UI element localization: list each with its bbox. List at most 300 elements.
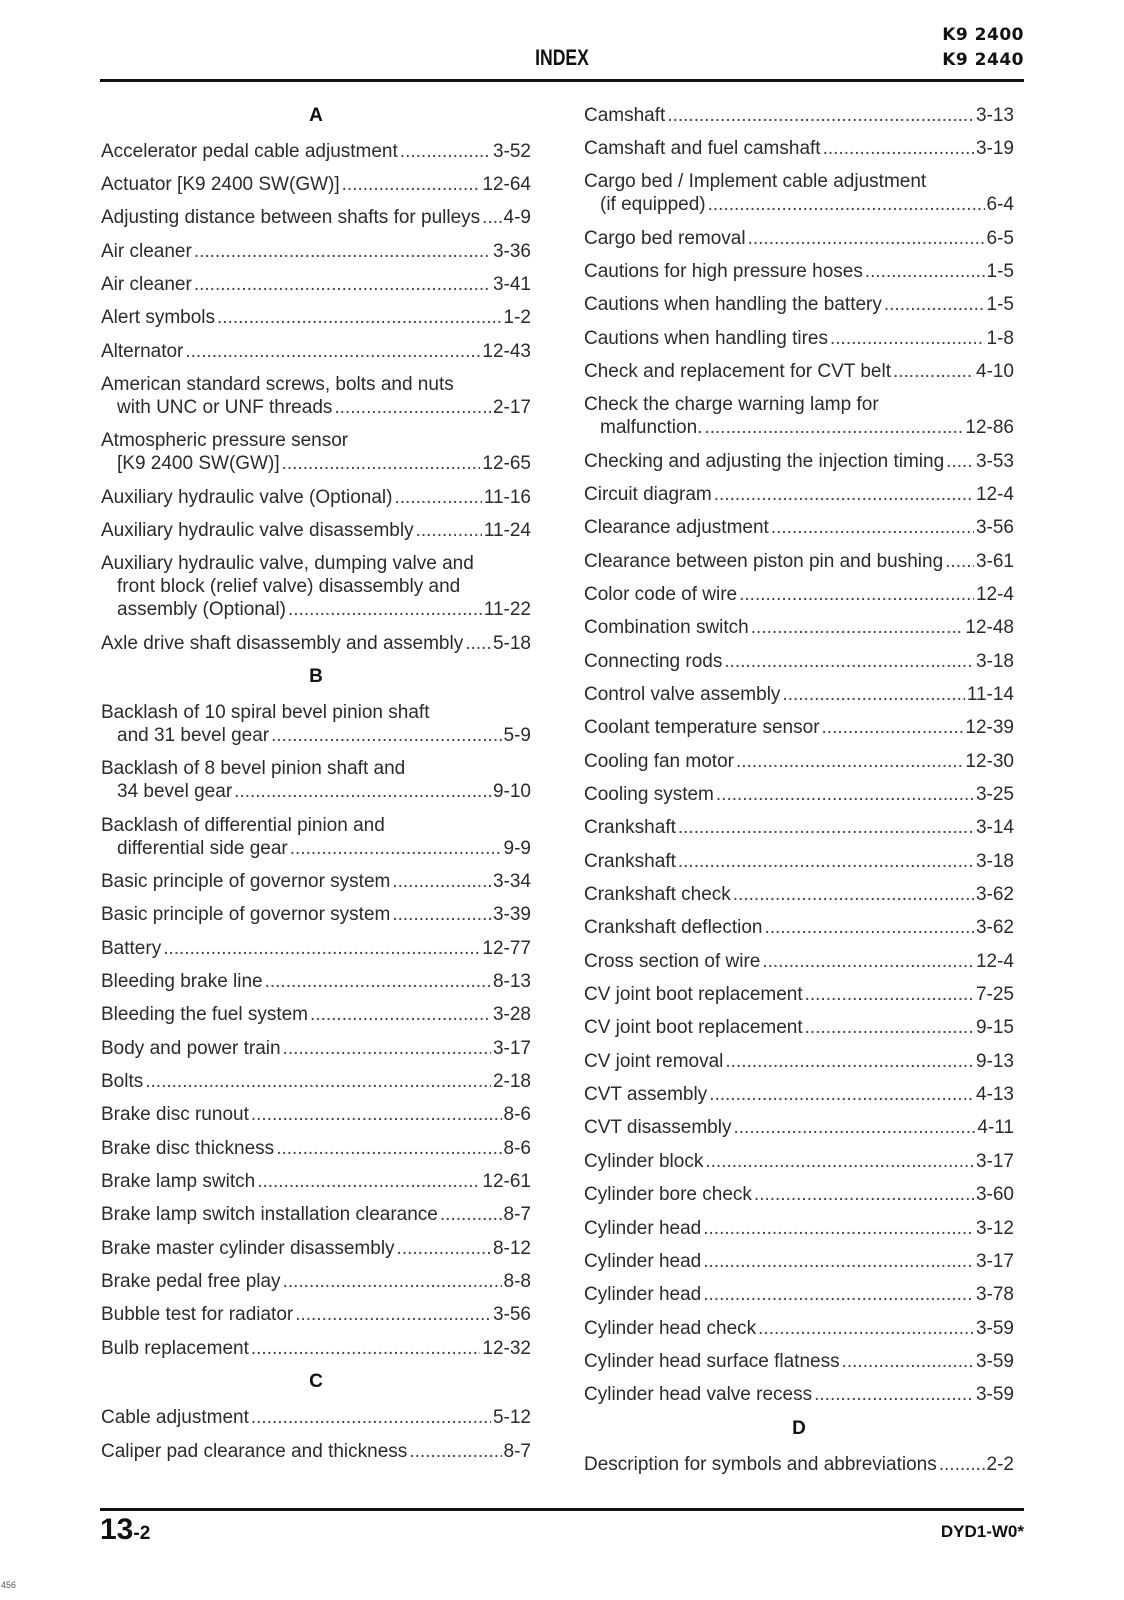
dot-leader	[217, 306, 502, 329]
index-entry-text: [K9 2400 SW(GW)]	[117, 453, 280, 475]
index-entry	[584, 616, 1014, 639]
page-reference: 11-22	[483, 599, 531, 621]
footer-rule	[100, 1508, 1024, 1511]
index-entry-text: Camshaft	[584, 104, 666, 126]
model-name-line-1: K9 2400	[942, 25, 1024, 45]
dot-leader	[276, 1137, 501, 1160]
model-name-line-2: K9 2440	[942, 50, 1024, 70]
index-entry-line	[101, 1440, 531, 1463]
index-entry	[101, 937, 531, 960]
index-column-left	[101, 104, 531, 1473]
index-entry-line	[101, 903, 531, 926]
dot-leader	[739, 583, 974, 606]
index-entry	[584, 916, 1014, 939]
page-reference: 12-43	[482, 340, 531, 362]
index-entry-text: Cable adjustment	[101, 1407, 249, 1429]
dot-leader	[748, 227, 985, 250]
index-entry-line	[101, 140, 531, 163]
index-entry-line	[101, 870, 531, 893]
index-entry-line	[584, 1183, 1014, 1206]
page-reference: 2-17	[492, 396, 531, 418]
index-entry-line	[101, 486, 531, 509]
index-entry	[584, 1116, 1014, 1139]
page-reference: 3-62	[975, 917, 1014, 939]
index-entry	[584, 227, 1014, 250]
index-entry-text: CV joint removal	[584, 1050, 724, 1072]
index-entry-line	[584, 1050, 1014, 1073]
index-entry-line	[584, 883, 1014, 906]
index-entry-text: Brake pedal free play	[101, 1271, 281, 1293]
index-entry-line	[101, 1103, 531, 1126]
index-entry	[584, 260, 1014, 283]
index-entry-text: Caliper pad clearance and thickness	[101, 1440, 408, 1462]
dot-leader	[185, 340, 480, 363]
index-entry-line	[101, 206, 531, 229]
index-entry-line	[584, 393, 1014, 416]
index-entry-text: Brake lamp switch installation clearance	[101, 1204, 438, 1226]
index-entry-text: Camshaft and fuel camshaft	[584, 137, 821, 159]
index-entry	[101, 1070, 531, 1093]
index-entry-line	[101, 1337, 531, 1360]
dot-leader	[945, 550, 974, 573]
dot-leader	[893, 360, 974, 383]
index-entry-text: with UNC or UNF threads	[117, 396, 333, 418]
index-entry-text: Connecting rods	[584, 650, 723, 672]
dot-leader	[265, 970, 491, 993]
page-reference: 9-10	[492, 781, 531, 803]
index-entry	[101, 1270, 531, 1293]
index-letter-heading: B	[309, 665, 323, 687]
index-entry-line	[101, 552, 531, 575]
page-reference: 6-5	[986, 227, 1014, 249]
index-letter-heading: C	[309, 1371, 323, 1393]
header-rule	[100, 79, 1024, 82]
index-entry-line	[584, 783, 1014, 806]
dot-leader	[283, 1270, 502, 1293]
page-reference: 3-25	[975, 784, 1014, 806]
index-entry	[584, 360, 1014, 383]
index-entry-text: Cautions when handling tires	[584, 327, 828, 349]
page-reference: 9-9	[503, 837, 531, 859]
dot-leader	[705, 1150, 974, 1173]
page-reference: 3-39	[492, 904, 531, 926]
dot-leader	[392, 870, 491, 893]
page-title: INDEX	[535, 45, 589, 70]
dot-leader	[440, 1203, 502, 1226]
index-entry	[101, 1103, 531, 1126]
dot-leader	[762, 950, 974, 973]
index-entry	[101, 206, 531, 229]
index-entry	[584, 716, 1014, 739]
page-reference: 7-25	[975, 984, 1014, 1006]
index-entry-text: Crankshaft deflection	[584, 917, 763, 939]
page-reference: 3-62	[975, 884, 1014, 906]
index-entry-line	[101, 1170, 531, 1193]
index-entry-continuation-line	[101, 780, 531, 803]
dot-leader	[416, 519, 482, 542]
index-entry-line	[101, 429, 531, 452]
index-entry	[584, 1350, 1014, 1373]
dot-leader	[194, 240, 491, 263]
index-entry-line	[584, 650, 1014, 673]
page-reference: 11-24	[483, 519, 531, 541]
index-entry-text: Auxiliary hydraulic valve (Optional)	[101, 486, 393, 508]
page-reference: 3-17	[492, 1037, 531, 1059]
index-entry-line	[584, 950, 1014, 973]
index-entry	[584, 983, 1014, 1006]
index-entry	[584, 950, 1014, 973]
page-number-chapter: 13	[100, 1513, 134, 1546]
page-reference: 12-77	[482, 937, 531, 959]
index-entry-continuation-line	[101, 452, 531, 475]
page-reference: 8-12	[492, 1237, 531, 1259]
index-entry-line	[101, 1270, 531, 1293]
index-entry	[584, 683, 1014, 706]
index-entry-line	[101, 1203, 531, 1226]
dot-leader	[194, 273, 491, 296]
page-reference: 3-56	[492, 1304, 531, 1326]
index-entry-text: Backlash of 8 bevel pinion shaft and	[101, 758, 406, 780]
page-reference: 3-17	[975, 1150, 1014, 1172]
dot-leader	[465, 632, 491, 655]
dot-leader	[400, 140, 491, 163]
index-entry-line	[584, 170, 1014, 193]
index-entry-text: Alternator	[101, 340, 184, 362]
page-reference: 12-4	[975, 583, 1014, 605]
dot-leader	[736, 750, 963, 773]
index-entry	[101, 373, 531, 419]
index-entry	[584, 850, 1014, 873]
index-entry	[584, 293, 1014, 316]
page-reference: 12-30	[965, 750, 1014, 772]
index-entry	[101, 1037, 531, 1060]
index-entry	[101, 1137, 531, 1160]
index-entry	[584, 1317, 1014, 1340]
page-reference: 11-16	[483, 486, 531, 508]
index-entry-text: (if equipped)	[600, 194, 706, 216]
index-entry-text: Cooling fan motor	[584, 750, 734, 772]
index-entry	[584, 1217, 1014, 1240]
page-reference: 3-18	[975, 850, 1014, 872]
page-reference: 3-34	[492, 871, 531, 892]
index-entry	[101, 240, 531, 263]
index-entry	[101, 1170, 531, 1193]
index-entry-continuation-line	[584, 193, 1014, 216]
index-entry-line	[584, 1350, 1014, 1373]
index-entry-text: Crankshaft	[584, 817, 676, 839]
dot-leader	[678, 850, 974, 873]
dot-leader	[842, 1350, 974, 1373]
index-entry-line	[584, 716, 1014, 739]
index-entry-text: Backlash of 10 spiral bevel pinion shaft	[101, 701, 430, 723]
dot-leader	[145, 1070, 491, 1093]
index-entry	[584, 1183, 1014, 1206]
dot-leader	[288, 598, 482, 621]
index-entry	[101, 306, 531, 329]
dot-leader	[725, 1050, 974, 1073]
dot-leader	[754, 1183, 974, 1206]
index-entry-line	[584, 137, 1014, 160]
index-entry	[584, 137, 1014, 160]
dot-leader	[865, 260, 985, 283]
index-entry-line	[101, 1070, 531, 1093]
index-entry	[584, 750, 1014, 773]
dot-leader	[409, 1440, 501, 1463]
page-reference: 12-32	[482, 1337, 531, 1359]
index-entry	[584, 516, 1014, 539]
index-entry-text: Backlash of differential pinion and	[101, 814, 385, 836]
index-entry-text: Body and power train	[101, 1037, 281, 1059]
dot-leader	[290, 837, 502, 860]
index-entry-line	[101, 519, 531, 542]
index-entry-text: Auxiliary hydraulic valve disassembly	[101, 519, 414, 541]
index-entry-line	[101, 701, 531, 724]
index-entry-text: Bubble test for radiator	[101, 1304, 294, 1326]
index-entry-line	[584, 360, 1014, 383]
dot-leader	[482, 206, 501, 229]
index-entry-text: Bleeding the fuel system	[101, 1004, 309, 1026]
page-reference: 3-53	[975, 450, 1014, 472]
index-entry-continuation-line	[101, 724, 531, 747]
index-entry	[584, 450, 1014, 473]
dot-leader	[946, 450, 974, 473]
index-entry-continuation-line	[101, 396, 531, 419]
index-entry-text: Cooling system	[584, 784, 714, 806]
index-entry-text: CVT disassembly	[584, 1117, 732, 1139]
dot-leader	[271, 724, 501, 747]
index-entry-text: CVT assembly	[584, 1084, 708, 1106]
page-reference: 3-52	[492, 140, 531, 162]
index-entry-text: Color code of wire	[584, 583, 738, 605]
index-entry-text: Cautions when handling the battery	[584, 294, 882, 316]
index-entry	[584, 170, 1014, 216]
index-entry-line	[584, 550, 1014, 573]
page-reference: 4-10	[975, 360, 1014, 382]
index-entry	[101, 273, 531, 296]
dot-leader	[733, 883, 974, 906]
index-entry-line	[584, 1083, 1014, 1106]
dot-leader	[823, 137, 974, 160]
dot-leader	[394, 486, 481, 509]
index-entry-text: and 31 bevel gear	[117, 724, 270, 746]
index-entry-line	[584, 1317, 1014, 1340]
page-reference: 11-14	[966, 684, 1014, 705]
dot-leader	[678, 816, 974, 839]
page-reference: 8-6	[503, 1104, 531, 1126]
index-entry-line	[584, 1383, 1014, 1406]
index-entry-text: Cross section of wire	[584, 950, 761, 972]
dot-leader	[733, 1116, 975, 1139]
index-entry-text: Cylinder head	[584, 1250, 702, 1272]
dot-leader	[724, 650, 974, 673]
index-entry	[584, 104, 1014, 127]
page-reference: 5-18	[492, 632, 531, 654]
index-entry-text: Brake disc thickness	[101, 1137, 275, 1159]
page-reference: 3-78	[975, 1284, 1014, 1306]
index-entry-text: Actuator [K9 2400 SW(GW)]	[101, 173, 340, 195]
index-entry	[101, 486, 531, 509]
dot-leader	[709, 1083, 974, 1106]
index-entry	[101, 1237, 531, 1260]
index-entry-line	[584, 1116, 1014, 1139]
index-entry	[101, 1337, 531, 1360]
dot-leader	[282, 452, 481, 475]
dot-leader	[295, 1303, 491, 1326]
index-entry	[584, 1150, 1014, 1173]
index-entry	[584, 1083, 1014, 1106]
page-reference: 12-4	[975, 950, 1014, 972]
corner-number: 456	[1, 1580, 17, 1590]
index-entry-text: CV joint boot replacement	[584, 984, 803, 1006]
page-reference: 5-9	[503, 724, 531, 746]
index-entry-line	[584, 850, 1014, 873]
index-entry-text: Air cleaner	[101, 240, 192, 262]
page-reference: 3-13	[975, 104, 1014, 126]
index-entry-text: Alert symbols	[101, 307, 216, 329]
index-entry-line	[101, 1037, 531, 1060]
index-entry-line	[584, 750, 1014, 773]
index-entry-text: Control valve assembly	[584, 684, 781, 705]
index-entry	[101, 1203, 531, 1226]
index-entry	[101, 173, 531, 196]
index-entry-text: Circuit diagram	[584, 483, 712, 505]
index-entry	[584, 583, 1014, 606]
dot-leader	[751, 616, 964, 639]
page-reference: 8-6	[503, 1137, 531, 1159]
index-entry-line	[101, 340, 531, 363]
index-entry-text: Basic principle of governor system	[101, 904, 391, 926]
page-reference: 3-59	[975, 1317, 1014, 1339]
index-entry-text: Cautions for high pressure hoses	[584, 260, 863, 282]
index-entry-text: Air cleaner	[101, 273, 192, 295]
index-entry-text: differential side gear	[117, 837, 288, 859]
page-reference: 8-7	[503, 1204, 531, 1226]
index-entry-line	[584, 916, 1014, 939]
index-entry-text: Clearance between piston pin and bushing	[584, 550, 944, 572]
page-reference: 3-28	[492, 1004, 531, 1026]
dot-leader	[708, 193, 985, 216]
index-entry-line	[584, 516, 1014, 539]
index-entry	[101, 1406, 531, 1429]
dot-leader	[765, 916, 974, 939]
dot-leader	[234, 780, 491, 803]
page-reference: 8-13	[492, 971, 531, 993]
index-entry	[101, 701, 531, 747]
dot-leader	[714, 483, 974, 506]
page-reference: 8-7	[503, 1440, 531, 1462]
dot-leader	[251, 1406, 491, 1429]
page-reference: 3-41	[492, 273, 531, 295]
index-entry-text: Description for symbols and abbreviations	[584, 1453, 937, 1475]
index-entry-text: Brake master cylinder disassembly	[101, 1237, 395, 1259]
index-entry-text: Cylinder block	[584, 1150, 704, 1172]
page-reference: 2-2	[986, 1453, 1014, 1475]
index-entry-text: Cylinder head valve recess	[584, 1384, 813, 1406]
index-entry-text: front block (relief valve) disassembly and	[117, 576, 461, 598]
index-entry-line	[101, 173, 531, 196]
index-entry	[101, 552, 531, 621]
page-reference: 1-5	[986, 294, 1014, 316]
index-entry-continuation-line	[584, 416, 1014, 439]
index-entry-line	[101, 1406, 531, 1429]
index-entry-line	[584, 816, 1014, 839]
index-entry-line	[584, 983, 1014, 1006]
index-entry-text: Check the charge warning lamp for	[584, 394, 879, 416]
index-entry-continuation-line	[101, 837, 531, 860]
index-entry	[584, 327, 1014, 350]
index-entry-text: American standard screws, bolts and nuts	[101, 373, 454, 395]
index-entry	[584, 883, 1014, 906]
index-entry-text: Brake lamp switch	[101, 1171, 256, 1193]
dot-leader	[822, 716, 964, 739]
index-entry-text: Adjusting distance between shafts for pulleys	[101, 207, 481, 229]
page-reference: 9-15	[975, 1017, 1014, 1039]
dot-leader	[342, 173, 481, 196]
index-entry-continuation-line	[101, 575, 531, 598]
index-entry	[101, 429, 531, 475]
index-entry-text: Check and replacement for CVT belt	[584, 360, 891, 382]
page-reference: 1-2	[503, 307, 531, 329]
index-entry-text: Basic principle of governor system	[101, 871, 391, 892]
index-entry-text: Cylinder head	[584, 1217, 702, 1239]
page-reference: 3-19	[975, 137, 1014, 159]
index-entry	[101, 140, 531, 163]
page-reference: 3-61	[975, 550, 1014, 572]
page-reference: 12-64	[482, 173, 531, 195]
index-entry	[101, 903, 531, 926]
dot-leader	[805, 1016, 974, 1039]
index-entry-text: Cylinder head	[584, 1284, 702, 1306]
index-entry	[101, 757, 531, 803]
dot-leader	[251, 1103, 502, 1126]
page-reference: 12-4	[975, 483, 1014, 505]
index-entry-text: Battery	[101, 937, 162, 959]
index-entry	[584, 1453, 1014, 1476]
dot-leader	[703, 1250, 974, 1273]
index-entry-line	[101, 1237, 531, 1260]
index-entry-text: Crankshaft check	[584, 884, 731, 906]
index-entry-text: Brake disc runout	[101, 1104, 249, 1126]
index-entry-line	[101, 1003, 531, 1026]
index-entry-line	[101, 1137, 531, 1160]
index-entry-text: Crankshaft	[584, 850, 676, 872]
dot-leader	[392, 903, 491, 926]
index-entry	[584, 816, 1014, 839]
index-entry-line	[584, 293, 1014, 316]
dot-leader	[805, 983, 974, 1006]
page-reference: 3-17	[975, 1250, 1014, 1272]
page-reference: 3-56	[975, 517, 1014, 539]
page-reference: 1-8	[986, 327, 1014, 349]
index-entry	[101, 814, 531, 860]
index-entry-line	[584, 1016, 1014, 1039]
index-entry-line	[584, 227, 1014, 250]
page-reference: 3-18	[975, 650, 1014, 672]
index-entry	[101, 340, 531, 363]
page-reference: 12-39	[965, 717, 1014, 739]
dot-leader	[884, 293, 985, 316]
page-reference: 6-4	[986, 194, 1014, 216]
index-entry-text: 34 bevel gear	[117, 781, 233, 803]
index-entry	[101, 519, 531, 542]
index-entry-text: Combination switch	[584, 617, 749, 639]
index-entry-text: Cylinder head check	[584, 1317, 757, 1339]
page-reference: 12-65	[482, 453, 531, 475]
index-entry-line	[584, 104, 1014, 127]
index-entry-line	[101, 273, 531, 296]
index-entry-line	[101, 306, 531, 329]
index-entry-text: Cargo bed / Implement cable adjustment	[584, 171, 927, 193]
